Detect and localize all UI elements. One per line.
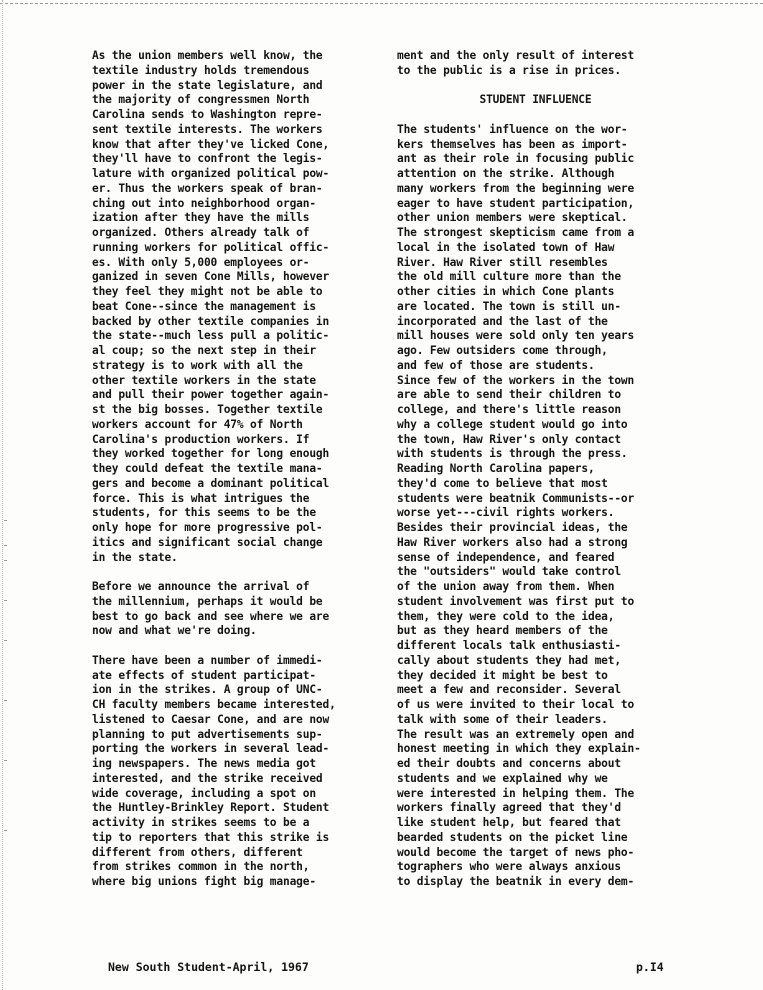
text-line: students and we explained why we: [397, 771, 608, 785]
text-line: River. Haw River still resembles: [397, 255, 608, 269]
left-paragraph: [92, 654, 368, 890]
text-line: er. Thus the workers speak of bran-: [92, 181, 323, 195]
text-line: There have been a number of immedi-: [92, 653, 323, 667]
top-edge-rule: [0, 3, 763, 4]
text-line: they decided it might be best to: [397, 668, 608, 682]
text-line: only hope for more progressive pol-: [92, 521, 323, 534]
scan-mark: [4, 640, 7, 641]
text-line: many workers from the beginning were: [397, 181, 635, 195]
text-line: worse yet---civil rights workers.: [397, 506, 615, 520]
left-paragraph: [92, 580, 368, 639]
text-line: interested, and the strike received: [92, 771, 323, 785]
text-line: The students' influence on the wor-: [397, 122, 628, 136]
text-line: eager to have student participation,: [397, 196, 635, 210]
text-line: Carolina's production workers. If: [92, 432, 310, 446]
text-line: activity in strikes seems to be a: [92, 816, 310, 829]
text-line: kers themselves has been as import-: [397, 137, 628, 151]
scan-mark: [4, 760, 7, 761]
scan-mark: [4, 600, 7, 601]
text-line: are able to send their children to: [397, 388, 621, 402]
text-line: ganized in seven Cone Mills, however: [92, 270, 330, 284]
text-line: they'd come to believe that most: [397, 476, 608, 490]
footer-publication: New South Student-April, 1967: [108, 960, 309, 974]
text-line: The result was an extremely open and: [397, 727, 635, 741]
section-heading: STUDENT INFLUENCE: [479, 93, 592, 107]
text-line: and few of those are students.: [397, 358, 595, 372]
text-line: listened to Caesar Cone, and are now: [92, 712, 330, 726]
text-line: es. With only 5,000 employees or-: [92, 255, 310, 269]
text-line: The strongest skepticism came from a: [397, 226, 635, 239]
text-line: the old mill culture more than the: [397, 270, 621, 284]
text-line: other union members were skeptical.: [397, 211, 628, 225]
right-body-paragraph: [397, 123, 674, 890]
text-line: running workers for political offic-: [92, 240, 330, 254]
text-line: and pull their power together again-: [92, 388, 330, 402]
text-line: tip to reporters that this strike is: [92, 830, 330, 844]
text-line: students, for this seems to be the: [92, 506, 316, 520]
text-line: ago. Few outsiders come through,: [397, 344, 608, 357]
text-line: cally about students they had met,: [397, 653, 621, 667]
text-line: why a college student would go into: [397, 417, 628, 431]
text-line: to display the beatnik in every dem-: [397, 875, 635, 888]
text-line: with students is through the press.: [397, 447, 628, 461]
text-line: of us were invited to their local to: [397, 698, 635, 711]
text-line: Since few of the workers in the town: [397, 373, 635, 387]
text-line: backed by other textile companies in: [92, 314, 330, 328]
text-line: al coup; so the next step in their: [92, 344, 316, 357]
right-intro-paragraph: [397, 49, 674, 79]
text-line: ed their doubts and concerns about: [397, 757, 621, 770]
text-line: in the state.: [92, 550, 178, 564]
text-line: attention on the strike. Although: [397, 167, 615, 180]
text-line: they'll have to confront the legis-: [92, 152, 323, 166]
text-line: ization after they have the mills: [92, 211, 310, 225]
scan-mark: [4, 560, 7, 561]
left-column: [92, 49, 368, 890]
text-line: know that after they've licked Cone,: [92, 137, 330, 151]
text-line: CH faculty members became interested,: [92, 698, 336, 711]
text-line: the "outsiders" would take control: [397, 565, 621, 579]
scan-mark: [4, 520, 7, 521]
text-line: different from others, different: [92, 845, 303, 859]
text-line: students were beatnik Communists--or: [397, 491, 635, 505]
text-line: the Huntley-Brinkley Report. Student: [92, 801, 330, 815]
text-line: ion in the strikes. A group of UNC-: [92, 683, 323, 697]
text-line: power in the state legislature, and: [92, 78, 323, 92]
text-line: force. This is what intrigues the: [92, 491, 310, 505]
text-line: porting the workers in several lead-: [92, 742, 330, 756]
text-line: other textile workers in the state: [92, 373, 316, 387]
text-line: the majority of congressmen North: [92, 93, 310, 107]
text-line: would become the target of news pho-: [397, 845, 635, 859]
text-line: talk with some of their leaders.: [397, 712, 608, 726]
text-line: different locals talk enthusiasti-: [397, 639, 621, 652]
text-line: wide coverage, including a spot on: [92, 786, 316, 800]
text-line: ate effects of student participat-: [92, 668, 316, 682]
text-line: from strikes common in the north,: [92, 860, 310, 874]
text-line: sense of independence, and feared: [397, 550, 615, 564]
text-line: lature with organized political pow-: [92, 167, 330, 180]
text-line: where big unions fight big manage-: [92, 875, 316, 888]
text-line: they worked together for long enough: [92, 447, 330, 461]
text-line: gers and become a dominant political: [92, 476, 330, 490]
text-line: now and what we're doing.: [92, 624, 257, 638]
text-line: best to go back and see where we are: [92, 609, 330, 623]
text-line: the millennium, perhaps it would be: [92, 594, 323, 608]
text-line: ment and the only result of interest: [397, 49, 635, 62]
left-paragraph: [92, 49, 368, 565]
scan-mark: [4, 700, 7, 701]
text-line: they could defeat the textile mana-: [92, 462, 323, 475]
left-edge-mark: [2, 0, 3, 990]
text-line: local in the isolated town of Haw: [397, 240, 615, 254]
text-line: workers account for 47% of North: [92, 417, 303, 431]
footer-page-number: p.I4: [636, 960, 664, 974]
text-line: itics and significant social change: [92, 535, 323, 549]
text-line: organized. Others already talk of: [92, 226, 310, 239]
text-line: ant as their role in focusing public: [397, 152, 635, 166]
text-line: Haw River workers also had a strong: [397, 535, 628, 549]
text-line: st the big bosses. Together textile: [92, 403, 323, 416]
text-line: to the public is a rise in prices.: [397, 63, 621, 77]
text-line: workers finally agreed that they'd: [397, 801, 621, 815]
text-line: Besides their provincial ideas, the: [397, 521, 628, 534]
text-line: but as they heard members of the: [397, 624, 608, 638]
text-line: Reading North Carolina papers,: [397, 462, 595, 475]
text-line: are located. The town is still un-: [397, 299, 621, 313]
text-line: beat Cone--since the management is: [92, 299, 316, 313]
text-line: the town, Haw River's only contact: [397, 432, 621, 446]
text-line: tographers who were always anxious: [397, 860, 621, 874]
text-line: meet a few and reconsider. Several: [397, 683, 621, 697]
text-line: strategy is to work with all the: [92, 358, 303, 372]
text-line: student involvement was first put to: [397, 594, 635, 608]
text-line: ching out into neighborhood organ-: [92, 196, 316, 210]
text-line: college, and there's little reason: [397, 403, 621, 416]
text-line: Before we announce the arrival of: [92, 580, 310, 593]
text-line: other cities in which Cone plants: [397, 285, 615, 298]
text-line: honest meeting in which they explain-: [397, 742, 641, 756]
scan-mark: [4, 545, 7, 546]
text-line: mill houses were sold only ten years: [397, 329, 635, 343]
text-line: sent textile interests. The workers: [92, 122, 323, 136]
text-line: As the union members well know, the: [92, 49, 323, 62]
text-line: the state--much less pull a politic-: [92, 329, 330, 343]
text-line: like student help, but feared that: [397, 816, 621, 829]
text-line: planning to put advertisements sup-: [92, 727, 323, 741]
text-line: incorporated and the last of the: [397, 314, 608, 328]
text-line: ing newspapers. The news media got: [92, 757, 316, 770]
scan-mark: [4, 830, 7, 831]
text-line: bearded students on the picket line: [397, 830, 628, 844]
text-line: of the union away from them. When: [397, 580, 615, 593]
right-column: [397, 49, 674, 890]
text-line: them, they were cold to the idea,: [397, 609, 615, 623]
text-line: they feel they might not be able to: [92, 285, 323, 298]
text-line: textile industry holds tremendous: [92, 63, 310, 77]
text-line: were interested in helping them. The: [397, 786, 635, 800]
text-line: Carolina sends to Washington repre-: [92, 108, 323, 121]
